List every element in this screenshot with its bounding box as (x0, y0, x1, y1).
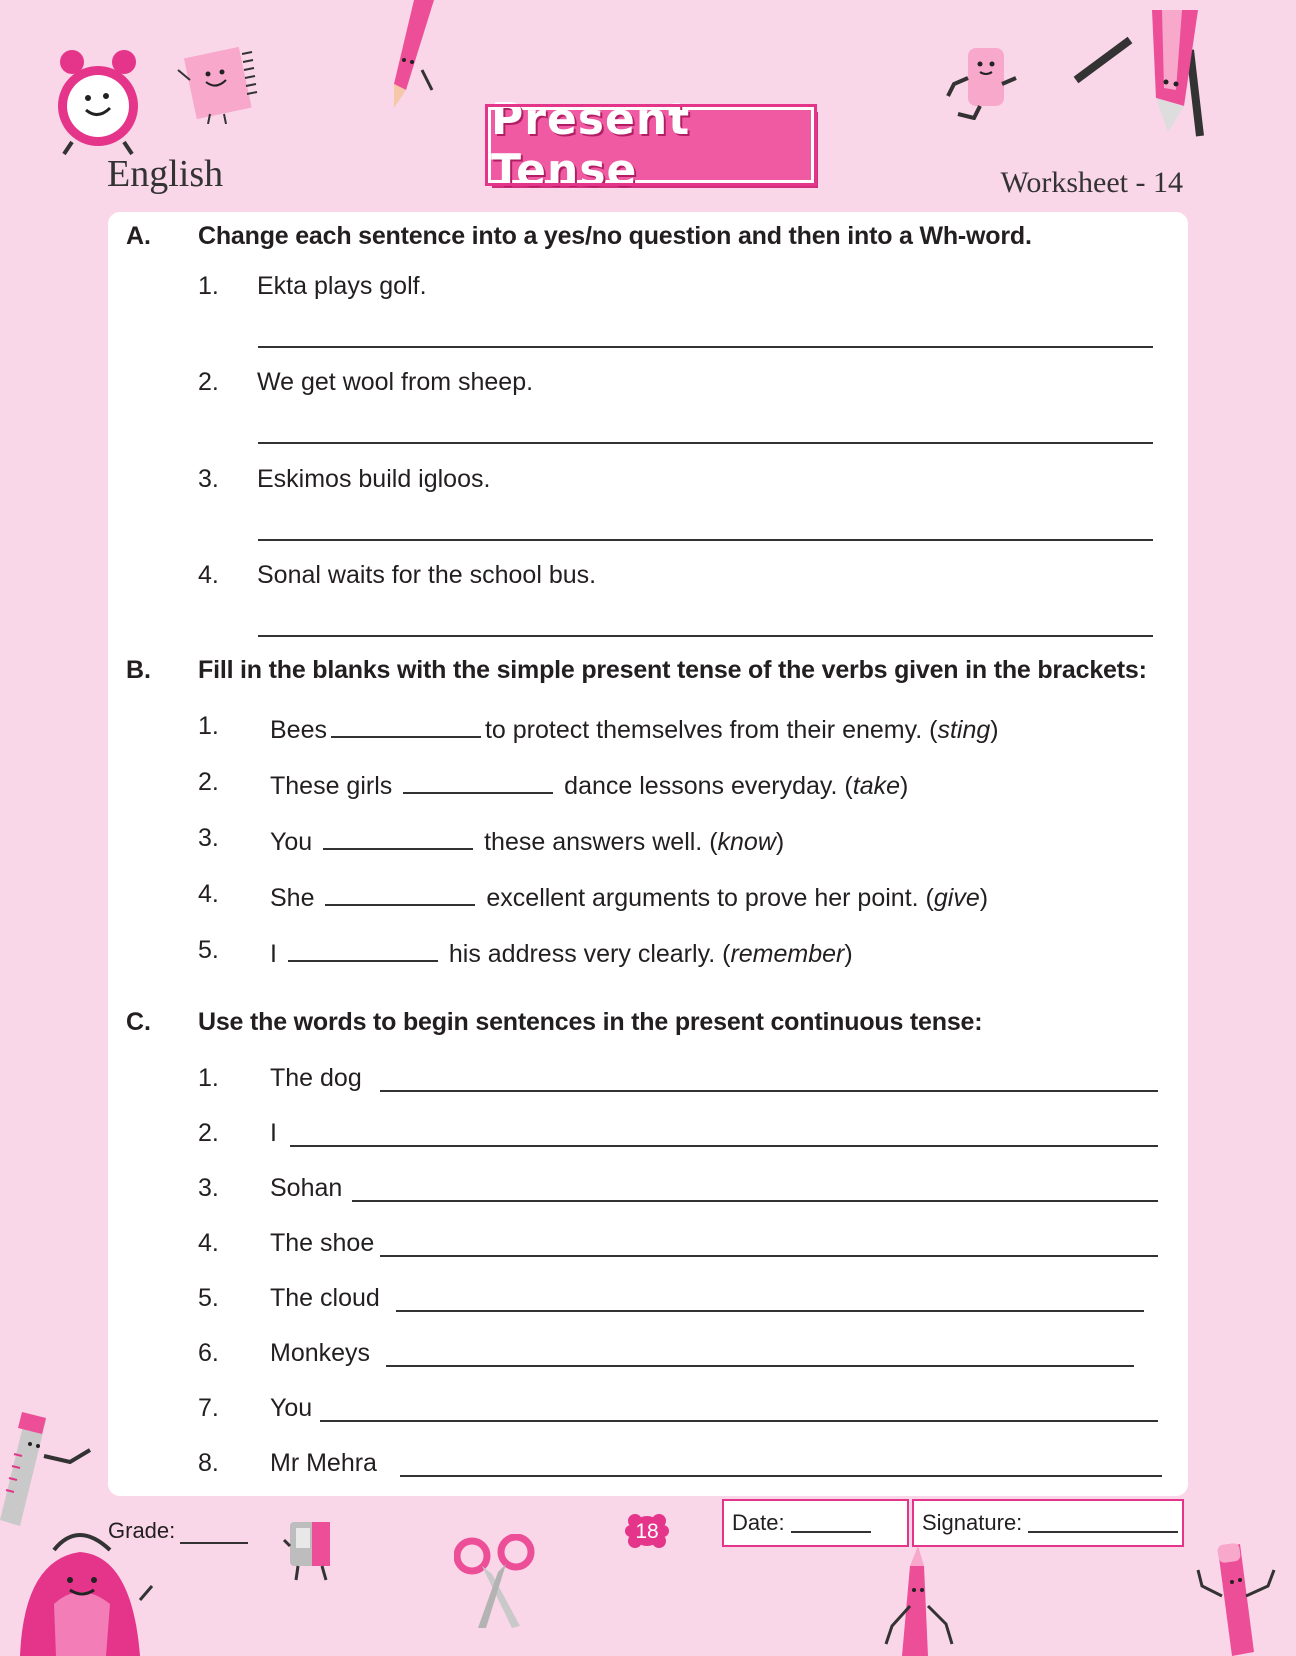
b3-number: 3. (198, 824, 219, 852)
date-field[interactable] (791, 1531, 871, 1533)
page-title: Present Tense (491, 94, 691, 196)
c8-number: 8. (198, 1449, 219, 1477)
section-a-letter: A. (126, 222, 151, 250)
c8-prompt: Mr Mehra (270, 1449, 377, 1477)
worksheet-number: Worksheet - 14 (1000, 166, 1183, 199)
compass-pencil-icon (1072, 10, 1212, 140)
b3-blank[interactable] (323, 824, 473, 850)
c7-answer-line[interactable] (320, 1420, 1158, 1422)
pencil-icon (382, 0, 442, 110)
a4-number: 4. (198, 561, 219, 589)
title-banner (488, 94, 814, 196)
a1-number: 1. (198, 272, 219, 300)
c1-answer-line[interactable] (380, 1090, 1158, 1092)
scissors-icon (454, 1534, 538, 1630)
c1-number: 1. (198, 1064, 219, 1092)
notepad-character-icon (176, 44, 262, 124)
b5-sentence: I his address very clearly. (remember) (270, 936, 853, 969)
a2-answer-line[interactable] (258, 442, 1153, 444)
a3-number: 3. (198, 465, 219, 493)
date-box[interactable] (722, 1499, 909, 1547)
a4-sentence: Sonal waits for the school bus. (257, 561, 597, 589)
c5-number: 5. (198, 1284, 219, 1312)
c3-answer-line[interactable] (352, 1200, 1158, 1202)
date-label: Date: (732, 1510, 785, 1535)
c1-prompt: The dog (270, 1064, 362, 1092)
eraser-character-icon (944, 44, 1024, 120)
a2-sentence: We get wool from sheep. (257, 368, 534, 396)
c2-number: 2. (198, 1119, 219, 1147)
signature-field[interactable] (1028, 1531, 1178, 1533)
b4-number: 4. (198, 880, 219, 908)
c4-answer-line[interactable] (380, 1255, 1158, 1257)
alarm-clock-icon (52, 44, 144, 156)
b1-blank[interactable] (331, 712, 481, 738)
b2-number: 2. (198, 768, 219, 796)
signature-box[interactable] (912, 1499, 1184, 1547)
b5-blank[interactable] (288, 936, 438, 962)
b2-blank[interactable] (403, 768, 553, 794)
grade-field[interactable] (180, 1542, 248, 1544)
c6-number: 6. (198, 1339, 219, 1367)
sharpener-icon (282, 1516, 342, 1582)
c6-answer-line[interactable] (386, 1365, 1134, 1367)
b2-sentence: These girls dance lessons everyday. (take) (270, 768, 908, 801)
signature-label: Signature: (922, 1510, 1023, 1535)
subject-label: English (107, 153, 224, 195)
crayon-character-icon (880, 1546, 960, 1656)
pen-character-icon (1188, 1540, 1288, 1656)
c4-prompt: The shoe (270, 1229, 375, 1257)
b4-blank[interactable] (325, 880, 475, 906)
a1-sentence: Ekta plays golf. (257, 272, 427, 300)
b3-sentence: You these answers well. (know) (270, 824, 784, 857)
section-c-letter: C. (126, 1008, 151, 1036)
a2-number: 2. (198, 368, 219, 396)
a3-answer-line[interactable] (258, 539, 1153, 541)
c6-prompt: Monkeys (270, 1339, 371, 1367)
section-c-instruction: Use the words to begin sentences in the present continuous tense: (198, 1008, 983, 1036)
a1-answer-line[interactable] (258, 346, 1153, 348)
b5-number: 5. (198, 936, 219, 964)
b1-number: 1. (198, 712, 219, 740)
c5-prompt: The cloud (270, 1284, 380, 1312)
c2-prompt: I (270, 1119, 277, 1147)
c5-answer-line[interactable] (396, 1310, 1144, 1312)
section-b-instruction: Fill in the blanks with the simple present tense of the verbs given in the brackets: (198, 656, 1147, 684)
c4-number: 4. (198, 1229, 219, 1257)
grade-label: Grade: (108, 1518, 176, 1543)
c3-number: 3. (198, 1174, 219, 1202)
b1-sentence: Bees to protect themselves from their enemy. (sting) (270, 712, 999, 745)
c8-answer-line[interactable] (400, 1475, 1162, 1477)
c3-prompt: Sohan (270, 1174, 343, 1202)
section-a-instruction: Change each sentence into a yes/no question and then into a Wh-word. (198, 222, 1032, 250)
a4-answer-line[interactable] (258, 635, 1153, 637)
c7-prompt: You (270, 1394, 313, 1422)
b4-sentence: She excellent arguments to prove her point. (give) (270, 880, 988, 913)
a3-sentence: Eskimos build igloos. (257, 465, 491, 493)
page-number: 18 (635, 1520, 659, 1543)
c2-answer-line[interactable] (290, 1145, 1158, 1147)
section-b-letter: B. (126, 656, 151, 684)
c7-number: 7. (198, 1394, 219, 1422)
ruler-character-icon (0, 1410, 96, 1530)
